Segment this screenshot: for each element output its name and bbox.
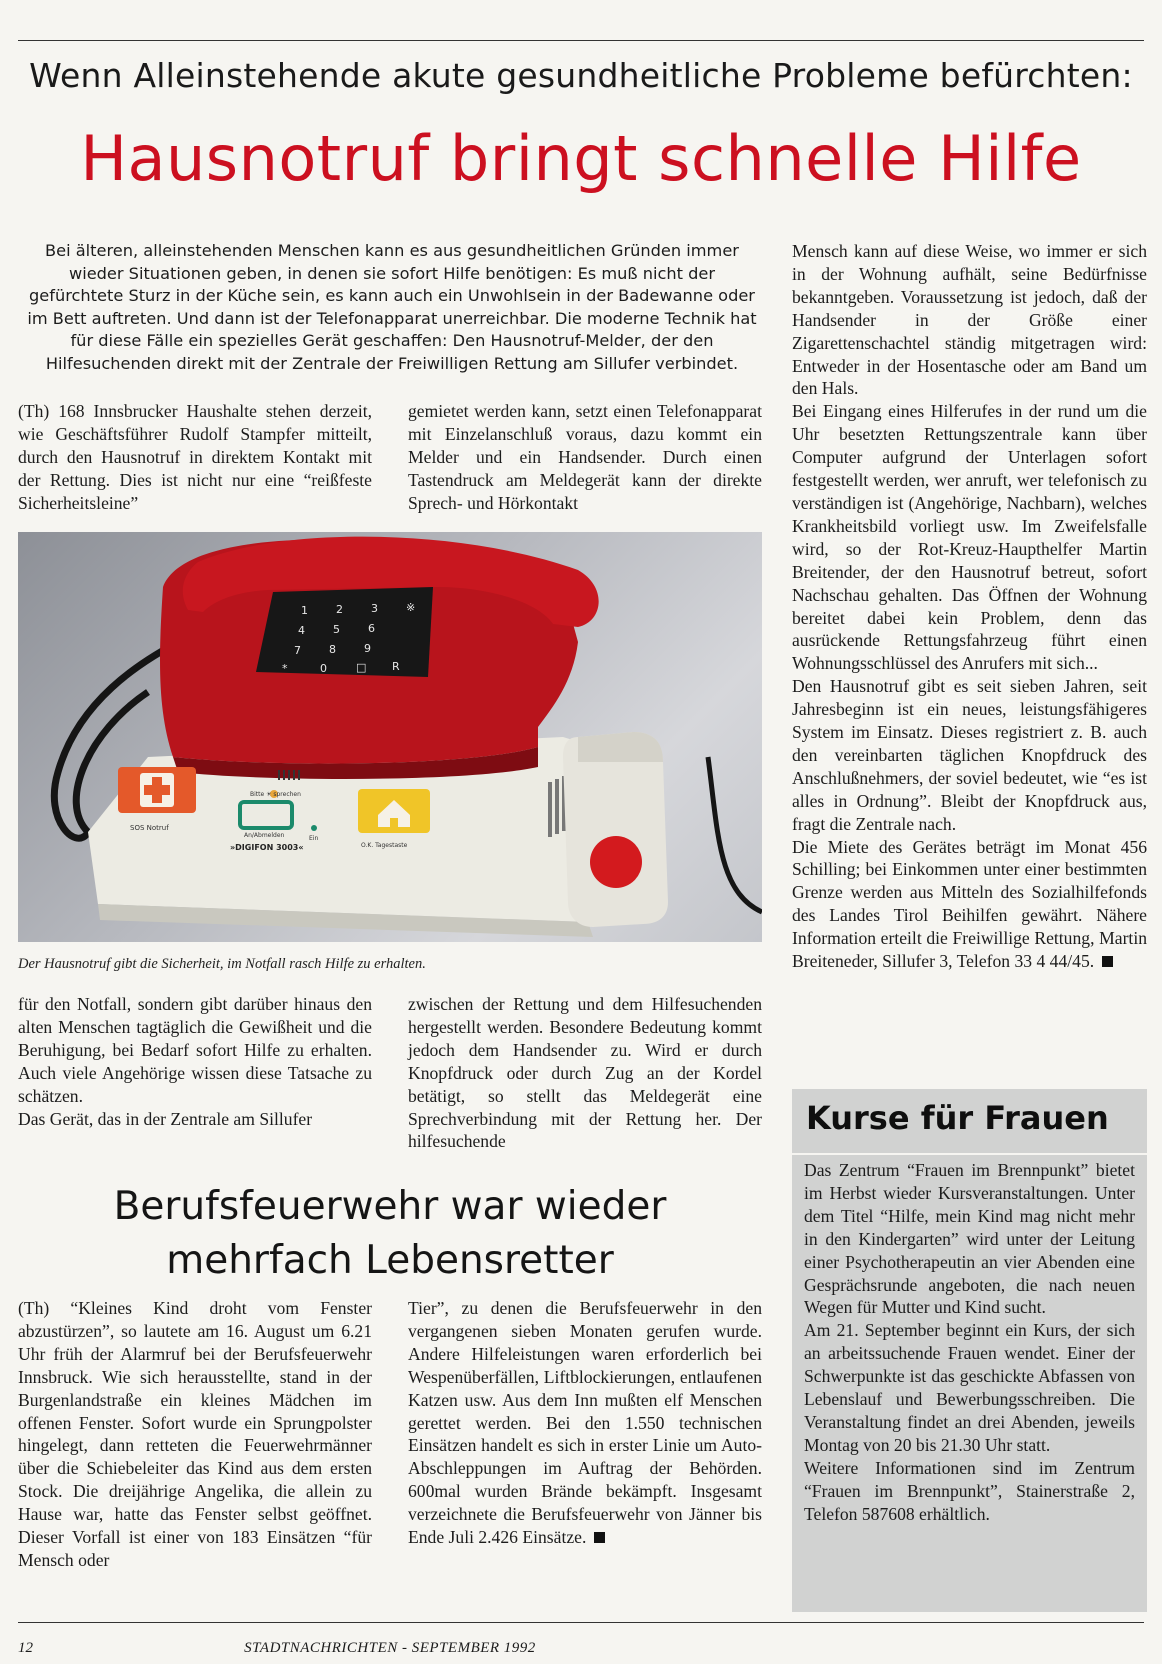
- key-7: 7: [294, 644, 301, 657]
- sidebox-p3: Weitere Informationen sind im Zentrum “Frauen im Brennpunkt”, Stainerstraße 2, Telefon 587608 erhältlich.: [804, 1457, 1135, 1524]
- article1-col1-bottom-p2: Das Gerät, das in der Zentrale am Sillufer: [18, 1108, 313, 1129]
- hand-transmitter-pendant: [563, 732, 668, 927]
- key-1: 1: [301, 604, 308, 617]
- key-4: 4: [298, 624, 305, 637]
- key-8: 8: [329, 643, 336, 656]
- bitte-sprechen-label: Bitte ☀ sprechen: [250, 791, 301, 798]
- sidebox-title: Kurse für Frauen: [806, 1099, 1109, 1137]
- article1-col3: [792, 240, 1147, 973]
- article1-col3-p4: [792, 836, 1147, 973]
- article2-col2-text: Tier”, zu denen die Berufsfeuerwehr in den vergangenen sieben Monaten gerufen wurde. Andere Hilfeleistungen waren erforderlich bei Wespenüberfällen, Liftblockierungen, entlaufenen Katzen usw. Aus dem Inn mußten elf Menschen gerettet werden. Bei den 1.550 technischen Einsätzen handelt es sich in erster Linie um Auto-Abschleppungen im Auftrag der Behörden. 600mal wurden Brände bekämpft. Insgesamt verzeichnete die Berufsfeuerwehr von Jänner bis Ende Juli 2.426 Einsätze.: [408, 1298, 762, 1548]
- publication-line: STADTNACHRICHTEN - SEPTEMBER 1992: [244, 1640, 536, 1656]
- sidebox-p1: Das Zentrum “Frauen im Brennpunkt” bietet im Herbst wieder Kursveranstaltungen. Unter dem Titel “Hilfe, mein Kind mag nicht mehr in den Kindergarten” wird unter der Leitung einer Psychotherapeutin an vier Abenden eine Gesprächsrunde angeboten, die nach neuen Wegen für Mutter und Kind sucht.: [804, 1160, 1135, 1318]
- pendant-alarm-button: [590, 836, 642, 888]
- sos-label: SOS Notruf: [130, 824, 169, 832]
- article2-headline-line2: mehrfach Lebensretter: [166, 1238, 614, 1283]
- top-rule: [18, 40, 1144, 41]
- end-mark-icon: [1102, 956, 1113, 967]
- product-photo: [18, 532, 762, 942]
- an-abmelden-label: An/Abmelden: [244, 832, 285, 839]
- article2-col2: [408, 1297, 762, 1549]
- article2-headline-line1: Berufsfeuerwehr war wieder: [113, 1184, 667, 1229]
- ein-label: Ein: [309, 835, 319, 842]
- article-headline: Hausnotruf bringt schnelle Hilfe: [80, 122, 1082, 195]
- article1-col3-p4-text: Die Miete des Gerätes beträgt im Monat 456 Schilling; bei Einkommen unter einer bestimmten Grenze werden aus Mitteln des Sozialhilfefonds des Landes Tirol Beihilfen gewährt. Nähere Information erteilt die Freiwillige Rettung, Martin Breiteneder, Sillufer 3, Telefon 33 4 44/45.: [792, 836, 1147, 972]
- article2-headline: [18, 1180, 762, 1288]
- bottom-rule: [18, 1622, 1144, 1623]
- photo-caption: Der Hausnotruf gibt die Sicherheit, im Notfall rasch Hilfe zu erhalten.: [18, 956, 426, 972]
- article2-col1: (Th) “Kleines Kind droht vom Fenster abzustürzen”, so lautete am 16. August um 6.21 Uhr früh der Alarmruf bei der Berufsfeuerwehr Innsbruck. Wie sich herausstellte, stand in der Burgenlandstraße ein kleines Mädchen im offenen Fenster. Sofort wurde ein Sprungpolster hingelegt, dann retteten die Feuerwehrmänner über die Schiebeleiter das Kind aus dem ersten Stock. Die dreijährige Angelika, die allein zu Hause war, hatte das Fenster selbst geöffnet. Dieser Vorfall ist einer von 183 Einsätzen “für Mensch oder: [18, 1298, 372, 1570]
- key-2: 2: [336, 603, 343, 616]
- key-9: 9: [364, 642, 371, 655]
- sidebox-body: [804, 1159, 1135, 1526]
- pendant-cord: [708, 757, 762, 912]
- ok-tagestaste-label: O.K. Tagestaste: [361, 842, 408, 849]
- key-asterisk: *: [282, 662, 288, 675]
- page-number: 12: [18, 1640, 33, 1656]
- sidebox-divider: [792, 1153, 1147, 1155]
- key-square: □: [356, 661, 367, 674]
- key-r: R: [392, 660, 400, 673]
- end-mark-icon: [594, 1532, 605, 1543]
- power-light-icon: [311, 825, 317, 831]
- sidebox-p2: Am 21. September beginnt ein Kurs, der sich an arbeitssuchende Frauen wendet. Einer der Schwerpunkte ist das geschickte Abfassen von Lebenslauf und Bewerbungsschreiben. Die Veranstaltung findet an drei Abenden, jeweils Montag von 20 bis 21.30 Uhr statt.: [804, 1320, 1135, 1455]
- article-overline: Wenn Alleinstehende akute gesundheitliche Probleme befürchten:: [29, 56, 1133, 95]
- article1-col1-bottom-p1: für den Notfall, sondern gibt darüber hinaus den alten Menschen tagtäglich die Gewißheit und die Beruhigung, bei Bedarf sofort Hilfe zu erhalten. Auch viele Angehörige wissen diese Tatsache zu schätzen.: [18, 994, 372, 1106]
- article1-col2-top: gemietet werden kann, setzt einen Telefonapparat mit Einzelanschluß voraus, dazu kommt ein Melder und ein Handsender. Durch einen Tastendruck am Meldegerät kann der direkte Sprech- und Hörkontakt: [408, 401, 762, 513]
- model-label: »DIGIFON 3003«: [230, 843, 304, 852]
- article1-col1-top: (Th) 168 Innsbrucker Haushalte stehen derzeit, wie Geschäftsführer Rudolf Stampfer mitteilt, durch den Hausnotruf in direktem Kontakt mit der Rettung. Dies ist nicht nur eine “reißfeste Sicherheitsleine”: [18, 401, 372, 513]
- ok-daily-button: [358, 789, 430, 833]
- hausnotruf-device-illustration: [18, 532, 762, 942]
- article1-col2-bottom: zwischen der Rettung und dem Hilfesuchenden hergestellt werden. Besondere Bedeutung kommt jedoch dem Handsender zu. Wird er durch Knopfdruck oder durch Zug an der Kordel betätigt, so stellt das Meldegerät eine Sprechverbindung mit der Rettung her. Der hilfesuchende: [408, 994, 762, 1152]
- article1-col3-p3: Den Hausnotruf gibt es seit sieben Jahren, seit Jahresbeginn ist ein neues, leistungsfähigeres System im Einsatz. Dieses registriert z. B. auch den vereinbarten täglichen Knopfdruck des Anschlußnehmers, der soviel bedeutet, wie “es ist alles in Ordnung”. Bleibt der Knopfdruck aus, fragt die Zentrale nach.: [792, 676, 1147, 834]
- key-3: 3: [371, 602, 378, 615]
- sos-emergency-button: [118, 767, 196, 813]
- article1-col3-p2: Bei Eingang eines Hilferufes in der rund um die Uhr besetzten Rettungszentrale kann über Computer aufgrund der Unterlagen sofort festgestellt werden, wer anruft, wer telefonisch zu verständigen ist (Angehörige, Nachbarn), welches Krankheitsbild vorliegt usw. Im Zweifelsfalle wird, so der Rot-Kreuz-Haupthelfer Martin Breitender, der den Hausnotruf betreut, sofort Nachschau gehalten. Das Öffnen der Wohnung bereitet dabei kein Problem, denn das ausrückende Rettungsfahrzeug führt einen Wohnungsschlüssel des Anrufers mit sich...: [792, 401, 1147, 674]
- article-lead: Bei älteren, alleinstehenden Menschen kann es aus gesundheitlichen Gründen immer wieder Situationen geben, in denen sie sofort Hilfe benötigen: Es muß nicht der gefürchtete Sturz in der Küche sein, es kann auch ein Unwohlsein in der Badewanne oder im Bett auftreten. Und dann ist der Telefonapparat unerreichbar. Die moderne Technik hat für diese Fälle ein spezielles Gerät geschaffen: Den Hausnotruf-Melder, der den Hilfesuchenden direkt mit der Zentrale der Freiwilligen Rettung am Sillufer verbindet.: [27, 241, 757, 373]
- key-star-symbol: ※: [406, 601, 416, 614]
- sidebox-kurse-fuer-frauen: [792, 1089, 1147, 1612]
- key-5: 5: [333, 623, 340, 636]
- key-6: 6: [368, 622, 375, 635]
- key-0: 0: [320, 662, 327, 675]
- article1-col1-bottom: [18, 993, 372, 1130]
- article1-col3-p1: Mensch kann auf diese Weise, wo immer er sich in der Wohnung aufhält, seine Bedürfnisse bekanntgeben. Voraussetzung ist jedoch, daß der Handsender in der Größe einer Zigarettenschachtel ständig mitgetragen wird: Entweder in der Hosentasche oder am Band um den Hals.: [792, 241, 1147, 399]
